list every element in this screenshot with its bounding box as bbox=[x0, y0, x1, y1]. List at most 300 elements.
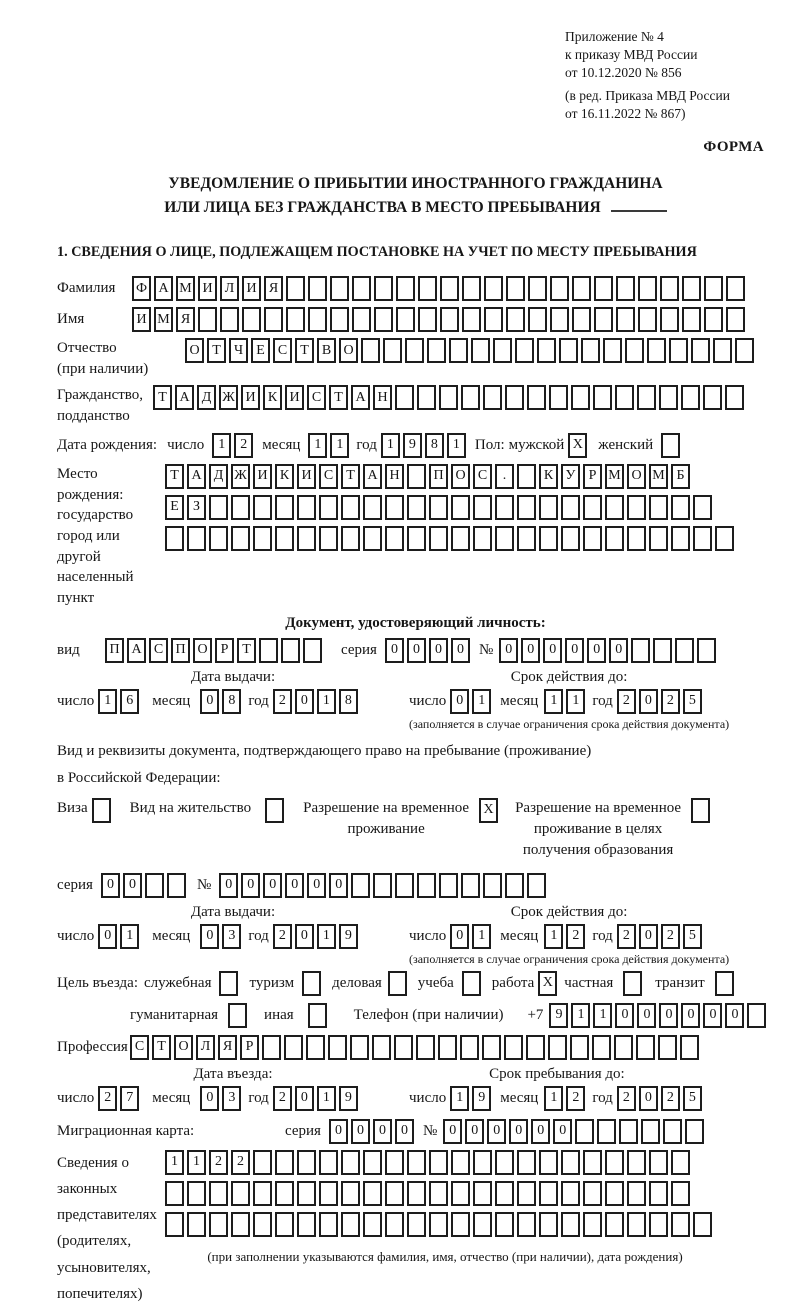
char-box bbox=[407, 464, 426, 489]
char-box: Н bbox=[373, 385, 392, 410]
char-box bbox=[649, 526, 668, 551]
char-box bbox=[407, 1181, 426, 1206]
residence-permit-checkbox[interactable] bbox=[265, 798, 287, 823]
representatives-boxes-row3[interactable] bbox=[165, 1212, 725, 1237]
residence-dates-block bbox=[57, 904, 774, 967]
char-box bbox=[319, 526, 338, 551]
char-box bbox=[572, 276, 591, 301]
char-box bbox=[482, 1035, 501, 1060]
char-box bbox=[539, 1150, 558, 1175]
char-box: Т bbox=[152, 1035, 171, 1060]
day-label: число bbox=[409, 692, 447, 709]
char-box bbox=[306, 1035, 325, 1060]
char-box bbox=[473, 1181, 492, 1206]
birthplace-label: Место рождения: государство город или другой населенный пункт bbox=[57, 465, 134, 606]
char-box bbox=[462, 307, 481, 332]
char-box: 1 bbox=[381, 433, 400, 458]
char-box: 1 bbox=[98, 689, 117, 714]
birthplace-boxes-row2[interactable] bbox=[165, 495, 715, 520]
char-box: 1 bbox=[187, 1150, 206, 1175]
char-box bbox=[383, 338, 402, 363]
char-box bbox=[363, 1150, 382, 1175]
char-box bbox=[517, 495, 536, 520]
purpose-gumanitarnaya-checkbox[interactable] bbox=[228, 1003, 250, 1028]
month-label: месяц bbox=[500, 692, 539, 709]
char-box bbox=[165, 1181, 184, 1206]
purpose-rabota-checkbox[interactable] bbox=[538, 971, 560, 996]
ref-line: от 10.12.2020 № 856 bbox=[565, 64, 682, 80]
char-box: 9 bbox=[339, 1086, 358, 1111]
char-box bbox=[145, 873, 164, 898]
temp-permit-label: Разрешение на временное проживание bbox=[303, 799, 470, 837]
year-label: год bbox=[592, 927, 613, 944]
char-box: 1 bbox=[571, 1003, 590, 1028]
residence-valid-year-boxes bbox=[617, 924, 705, 949]
char-box: П bbox=[429, 464, 448, 489]
char-box: 1 bbox=[544, 1086, 563, 1111]
doc-series-boxes[interactable] bbox=[385, 638, 473, 663]
char-box bbox=[209, 495, 228, 520]
char-box: 1 bbox=[566, 689, 585, 714]
char-box bbox=[198, 307, 217, 332]
ref-note-line: от 16.11.2022 № 867) bbox=[565, 106, 686, 122]
char-box bbox=[275, 495, 294, 520]
stay-month-boxes bbox=[544, 1086, 588, 1111]
char-box: Ф bbox=[132, 276, 151, 301]
char-box bbox=[281, 638, 300, 663]
char-box bbox=[429, 526, 448, 551]
migration-series-boxes[interactable] bbox=[329, 1119, 417, 1144]
residence-issue-year-boxes bbox=[273, 924, 361, 949]
doc-type-label: вид bbox=[57, 641, 80, 658]
char-box: Л bbox=[196, 1035, 215, 1060]
char-box bbox=[385, 495, 404, 520]
char-box bbox=[594, 276, 613, 301]
char-box bbox=[570, 1035, 589, 1060]
patronymic-boxes[interactable] bbox=[185, 338, 757, 363]
residence-number-boxes[interactable] bbox=[219, 873, 549, 898]
char-box: 0 bbox=[587, 638, 606, 663]
series-label: серия bbox=[57, 876, 93, 893]
char-box bbox=[484, 307, 503, 332]
char-box: И bbox=[242, 276, 261, 301]
char-box bbox=[286, 276, 305, 301]
char-box bbox=[471, 338, 490, 363]
char-box bbox=[603, 338, 622, 363]
month-label: месяц bbox=[152, 1089, 191, 1106]
patronymic-label: Отчество (при наличии) bbox=[57, 340, 149, 377]
phone-boxes[interactable] bbox=[549, 1003, 769, 1028]
char-box bbox=[219, 971, 238, 996]
char-box bbox=[550, 307, 569, 332]
char-box: И bbox=[132, 307, 151, 332]
char-box: 2 bbox=[209, 1150, 228, 1175]
birthplace-block bbox=[57, 464, 774, 609]
char-box bbox=[726, 307, 745, 332]
char-box: 0 bbox=[465, 1119, 484, 1144]
char-box bbox=[460, 1035, 479, 1060]
residence-doc-series-row bbox=[57, 873, 774, 898]
char-box: 0 bbox=[395, 1119, 414, 1144]
birth-year-boxes[interactable] bbox=[381, 433, 469, 458]
char-box: 0 bbox=[450, 924, 469, 949]
char-box bbox=[583, 1212, 602, 1237]
char-box: 1 bbox=[317, 924, 336, 949]
char-box bbox=[517, 1150, 536, 1175]
char-box bbox=[385, 1150, 404, 1175]
char-box bbox=[242, 307, 261, 332]
char-box: 0 bbox=[487, 1119, 506, 1144]
char-box: 0 bbox=[123, 873, 142, 898]
char-box: X bbox=[479, 798, 498, 823]
char-box: 1 bbox=[472, 924, 491, 949]
name-boxes[interactable] bbox=[132, 307, 748, 332]
char-box: 2 bbox=[234, 433, 253, 458]
char-box bbox=[451, 526, 470, 551]
char-box bbox=[352, 276, 371, 301]
char-box bbox=[187, 1212, 206, 1237]
char-box bbox=[231, 495, 250, 520]
char-box bbox=[328, 1035, 347, 1060]
char-box: К bbox=[275, 464, 294, 489]
char-box bbox=[418, 307, 437, 332]
forma-label: ФОРМА bbox=[703, 139, 764, 156]
char-box bbox=[330, 276, 349, 301]
purpose-option: служебная bbox=[144, 971, 242, 996]
char-box: 2 bbox=[273, 689, 292, 714]
char-box: 2 bbox=[661, 1086, 680, 1111]
char-box bbox=[319, 1150, 338, 1175]
birthplace-boxes-row3[interactable] bbox=[165, 526, 737, 551]
purpose-option: учеба bbox=[418, 971, 484, 996]
month-label: месяц bbox=[500, 1089, 539, 1106]
char-box: Т bbox=[329, 385, 348, 410]
char-box bbox=[691, 338, 710, 363]
temp-permit-edu-label: Разрешение на временное проживание в целях получения образования bbox=[515, 799, 682, 858]
birth-day-boxes[interactable] bbox=[212, 433, 256, 458]
char-box: 8 bbox=[222, 689, 241, 714]
char-box: 0 bbox=[450, 689, 469, 714]
char-box: 0 bbox=[615, 1003, 634, 1028]
gender-label: Пол: bbox=[474, 436, 505, 453]
char-box bbox=[429, 1212, 448, 1237]
doc-valid-until-header: Срок действия до: bbox=[510, 668, 628, 685]
char-box: С bbox=[307, 385, 326, 410]
char-box bbox=[275, 1181, 294, 1206]
purpose-turizm-checkbox[interactable] bbox=[302, 971, 324, 996]
char-box bbox=[561, 495, 580, 520]
char-box: С bbox=[273, 338, 292, 363]
char-box: 0 bbox=[659, 1003, 678, 1028]
char-box bbox=[627, 1181, 646, 1206]
year-label: год bbox=[248, 1089, 269, 1106]
char-box: Ж bbox=[231, 464, 250, 489]
char-box bbox=[461, 385, 480, 410]
char-box bbox=[228, 1003, 247, 1028]
char-box bbox=[388, 971, 407, 996]
doc-issue-date[interactable] bbox=[57, 689, 409, 714]
char-box: Т bbox=[207, 338, 226, 363]
purpose-chastnaya-checkbox[interactable] bbox=[623, 971, 645, 996]
char-box: Т bbox=[237, 638, 256, 663]
purpose-option: работа X bbox=[492, 971, 561, 996]
entry-date[interactable] bbox=[57, 1086, 409, 1111]
char-box: 0 bbox=[609, 638, 628, 663]
char-box: З bbox=[187, 495, 206, 520]
surname-boxes[interactable] bbox=[132, 276, 748, 301]
year-label: год bbox=[248, 692, 269, 709]
char-box bbox=[671, 526, 690, 551]
char-box bbox=[671, 1150, 690, 1175]
form-title bbox=[57, 172, 774, 220]
char-box bbox=[636, 1035, 655, 1060]
char-box bbox=[495, 495, 514, 520]
char-box: А bbox=[187, 464, 206, 489]
identity-doc-row bbox=[57, 638, 774, 663]
char-box: X bbox=[568, 433, 587, 458]
char-box: 0 bbox=[639, 689, 658, 714]
char-box bbox=[209, 1181, 228, 1206]
char-box bbox=[669, 338, 688, 363]
temp-permit-edu-checkbox[interactable] bbox=[691, 798, 713, 823]
char-box bbox=[605, 1181, 624, 1206]
name-label: Имя bbox=[57, 311, 85, 328]
char-box bbox=[363, 1181, 382, 1206]
char-box bbox=[473, 495, 492, 520]
purpose-tranzit-checkbox[interactable] bbox=[715, 971, 737, 996]
char-box: 0 bbox=[407, 638, 426, 663]
char-box bbox=[693, 526, 712, 551]
char-box bbox=[187, 526, 206, 551]
char-box: С bbox=[319, 464, 338, 489]
char-box bbox=[681, 385, 700, 410]
day-label: число bbox=[57, 1089, 95, 1106]
migration-number-boxes[interactable] bbox=[443, 1119, 707, 1144]
char-box bbox=[747, 1003, 766, 1028]
char-box: 9 bbox=[549, 1003, 568, 1028]
char-box: К bbox=[263, 385, 282, 410]
char-box: 2 bbox=[566, 924, 585, 949]
purpose-delovaya-checkbox[interactable] bbox=[388, 971, 410, 996]
char-box bbox=[209, 1212, 228, 1237]
month-label: месяц bbox=[500, 927, 539, 944]
representatives-label: Сведения о законных представителях (родителях, усыновителях, попечителях) bbox=[57, 1154, 157, 1302]
char-box: М bbox=[649, 464, 668, 489]
char-box bbox=[537, 338, 556, 363]
char-box bbox=[264, 307, 283, 332]
doc-number-boxes[interactable] bbox=[499, 638, 719, 663]
surname-label: Фамилия bbox=[57, 280, 116, 297]
char-box bbox=[417, 873, 436, 898]
title-underline bbox=[611, 210, 667, 212]
char-box bbox=[284, 1035, 303, 1060]
char-box: А bbox=[363, 464, 382, 489]
char-box bbox=[462, 276, 481, 301]
char-box: 0 bbox=[285, 873, 304, 898]
char-box: 0 bbox=[241, 873, 260, 898]
citizenship-boxes[interactable] bbox=[153, 385, 747, 410]
year-label: год bbox=[356, 436, 377, 453]
char-box bbox=[253, 1181, 272, 1206]
char-box bbox=[725, 385, 744, 410]
char-box: 2 bbox=[617, 689, 636, 714]
char-box bbox=[429, 495, 448, 520]
char-box: 0 bbox=[385, 638, 404, 663]
char-box: И bbox=[241, 385, 260, 410]
char-box: Т bbox=[165, 464, 184, 489]
char-box bbox=[308, 307, 327, 332]
char-box: 0 bbox=[565, 638, 584, 663]
char-box bbox=[539, 495, 558, 520]
char-box bbox=[597, 1119, 616, 1144]
doc-type-boxes[interactable] bbox=[105, 638, 325, 663]
migration-card-row bbox=[57, 1119, 774, 1144]
char-box bbox=[405, 338, 424, 363]
char-box: П bbox=[171, 638, 190, 663]
char-box bbox=[483, 385, 502, 410]
char-box: 0 bbox=[101, 873, 120, 898]
char-box bbox=[363, 1212, 382, 1237]
char-box: 1 bbox=[593, 1003, 612, 1028]
doc-issue-year-boxes bbox=[273, 689, 361, 714]
char-box bbox=[526, 1035, 545, 1060]
entry-date-header: Дата въезда: bbox=[193, 1065, 273, 1082]
char-box: И bbox=[297, 464, 316, 489]
char-box bbox=[549, 385, 568, 410]
char-box: 1 bbox=[165, 1150, 184, 1175]
char-box bbox=[297, 1181, 316, 1206]
char-box bbox=[572, 307, 591, 332]
char-box: Р bbox=[215, 638, 234, 663]
char-box bbox=[495, 1150, 514, 1175]
residence-permit-option bbox=[130, 798, 287, 823]
char-box: 0 bbox=[295, 924, 314, 949]
char-box: 0 bbox=[329, 873, 348, 898]
char-box bbox=[395, 873, 414, 898]
char-box: 0 bbox=[443, 1119, 462, 1144]
visa-checkbox[interactable] bbox=[92, 798, 114, 823]
char-box bbox=[440, 276, 459, 301]
char-box: О bbox=[627, 464, 646, 489]
birthplace-boxes-row1[interactable] bbox=[165, 464, 693, 489]
year-label: год bbox=[592, 1089, 613, 1106]
char-box bbox=[649, 1181, 668, 1206]
char-box bbox=[680, 1035, 699, 1060]
representatives-boxes-row2[interactable] bbox=[165, 1181, 725, 1206]
char-box: А bbox=[127, 638, 146, 663]
char-box: О bbox=[185, 338, 204, 363]
year-label: год bbox=[592, 692, 613, 709]
stay-day-boxes bbox=[450, 1086, 494, 1111]
appendix-reference bbox=[565, 28, 777, 123]
birth-month-boxes[interactable] bbox=[308, 433, 352, 458]
section1-title: 1. СВЕДЕНИЯ О ЛИЦЕ, ПОДЛЕЖАЩЕМ ПОСТАНОВКЕ НА УЧЕТ ПО МЕСТУ ПРЕБЫВАНИЯ bbox=[57, 244, 697, 261]
residence-valid-month-boxes bbox=[544, 924, 588, 949]
residence-series-boxes[interactable] bbox=[101, 873, 189, 898]
char-box: Е bbox=[165, 495, 184, 520]
char-box bbox=[703, 385, 722, 410]
doc-valid-day-boxes bbox=[450, 689, 494, 714]
char-box bbox=[631, 638, 650, 663]
residence-issue-date[interactable] bbox=[57, 924, 409, 949]
entry-year-boxes bbox=[273, 1086, 361, 1111]
char-box: 2 bbox=[617, 1086, 636, 1111]
purpose-sluzhebnaya-checkbox[interactable] bbox=[219, 971, 241, 996]
identity-doc-header: Документ, удостоверяющий личность: bbox=[285, 614, 546, 631]
char-box: 9 bbox=[339, 924, 358, 949]
char-box bbox=[637, 385, 656, 410]
char-box bbox=[352, 307, 371, 332]
char-box: 6 bbox=[120, 689, 139, 714]
char-box bbox=[451, 1212, 470, 1237]
char-box bbox=[605, 1150, 624, 1175]
male-checkbox[interactable] bbox=[568, 433, 590, 458]
char-box bbox=[275, 1212, 294, 1237]
char-box bbox=[361, 338, 380, 363]
char-box bbox=[262, 1035, 281, 1060]
char-box bbox=[341, 495, 360, 520]
char-box: Р bbox=[240, 1035, 259, 1060]
char-box bbox=[427, 338, 446, 363]
char-box bbox=[658, 1035, 677, 1060]
char-box bbox=[593, 385, 612, 410]
char-box bbox=[374, 307, 393, 332]
char-box bbox=[259, 638, 278, 663]
char-box bbox=[286, 307, 305, 332]
temp-permit-checkbox[interactable] bbox=[479, 798, 501, 823]
char-box bbox=[527, 873, 546, 898]
char-box bbox=[660, 276, 679, 301]
char-box bbox=[396, 276, 415, 301]
char-box bbox=[506, 307, 525, 332]
representatives-boxes-row1[interactable] bbox=[165, 1150, 725, 1175]
char-box: 1 bbox=[447, 433, 466, 458]
char-box: 2 bbox=[661, 689, 680, 714]
residence-doc-type-row bbox=[57, 798, 774, 861]
char-box bbox=[220, 307, 239, 332]
validity-note: (заполняется в случае ограничения срока действия документа) bbox=[409, 951, 730, 966]
char-box bbox=[341, 1212, 360, 1237]
char-box bbox=[623, 971, 642, 996]
char-box bbox=[438, 1035, 457, 1060]
char-box bbox=[319, 495, 338, 520]
char-box: С bbox=[130, 1035, 149, 1060]
char-box bbox=[660, 307, 679, 332]
doc-valid-until-date[interactable] bbox=[409, 689, 729, 714]
female-checkbox[interactable] bbox=[661, 433, 683, 458]
purpose-inaya-checkbox[interactable] bbox=[308, 1003, 330, 1028]
doc-issue-date-header: Дата выдачи: bbox=[190, 668, 276, 685]
char-box bbox=[693, 495, 712, 520]
stay-until-date[interactable] bbox=[409, 1086, 705, 1111]
char-box: 0 bbox=[98, 924, 117, 949]
residence-valid-until-date[interactable] bbox=[409, 924, 729, 949]
char-box bbox=[594, 307, 613, 332]
residence-permit-label: Вид на жительство bbox=[129, 799, 252, 816]
purpose-ucheba-checkbox[interactable] bbox=[462, 971, 484, 996]
profession-boxes[interactable] bbox=[130, 1035, 702, 1060]
char-box: Л bbox=[220, 276, 239, 301]
char-box bbox=[495, 526, 514, 551]
char-box: 0 bbox=[499, 638, 518, 663]
char-box bbox=[517, 1181, 536, 1206]
residence-issue-day-boxes bbox=[98, 924, 142, 949]
char-box: Т bbox=[153, 385, 172, 410]
char-box bbox=[528, 276, 547, 301]
visa-option bbox=[57, 798, 114, 823]
day-label: число bbox=[57, 927, 95, 944]
char-box bbox=[407, 1212, 426, 1237]
